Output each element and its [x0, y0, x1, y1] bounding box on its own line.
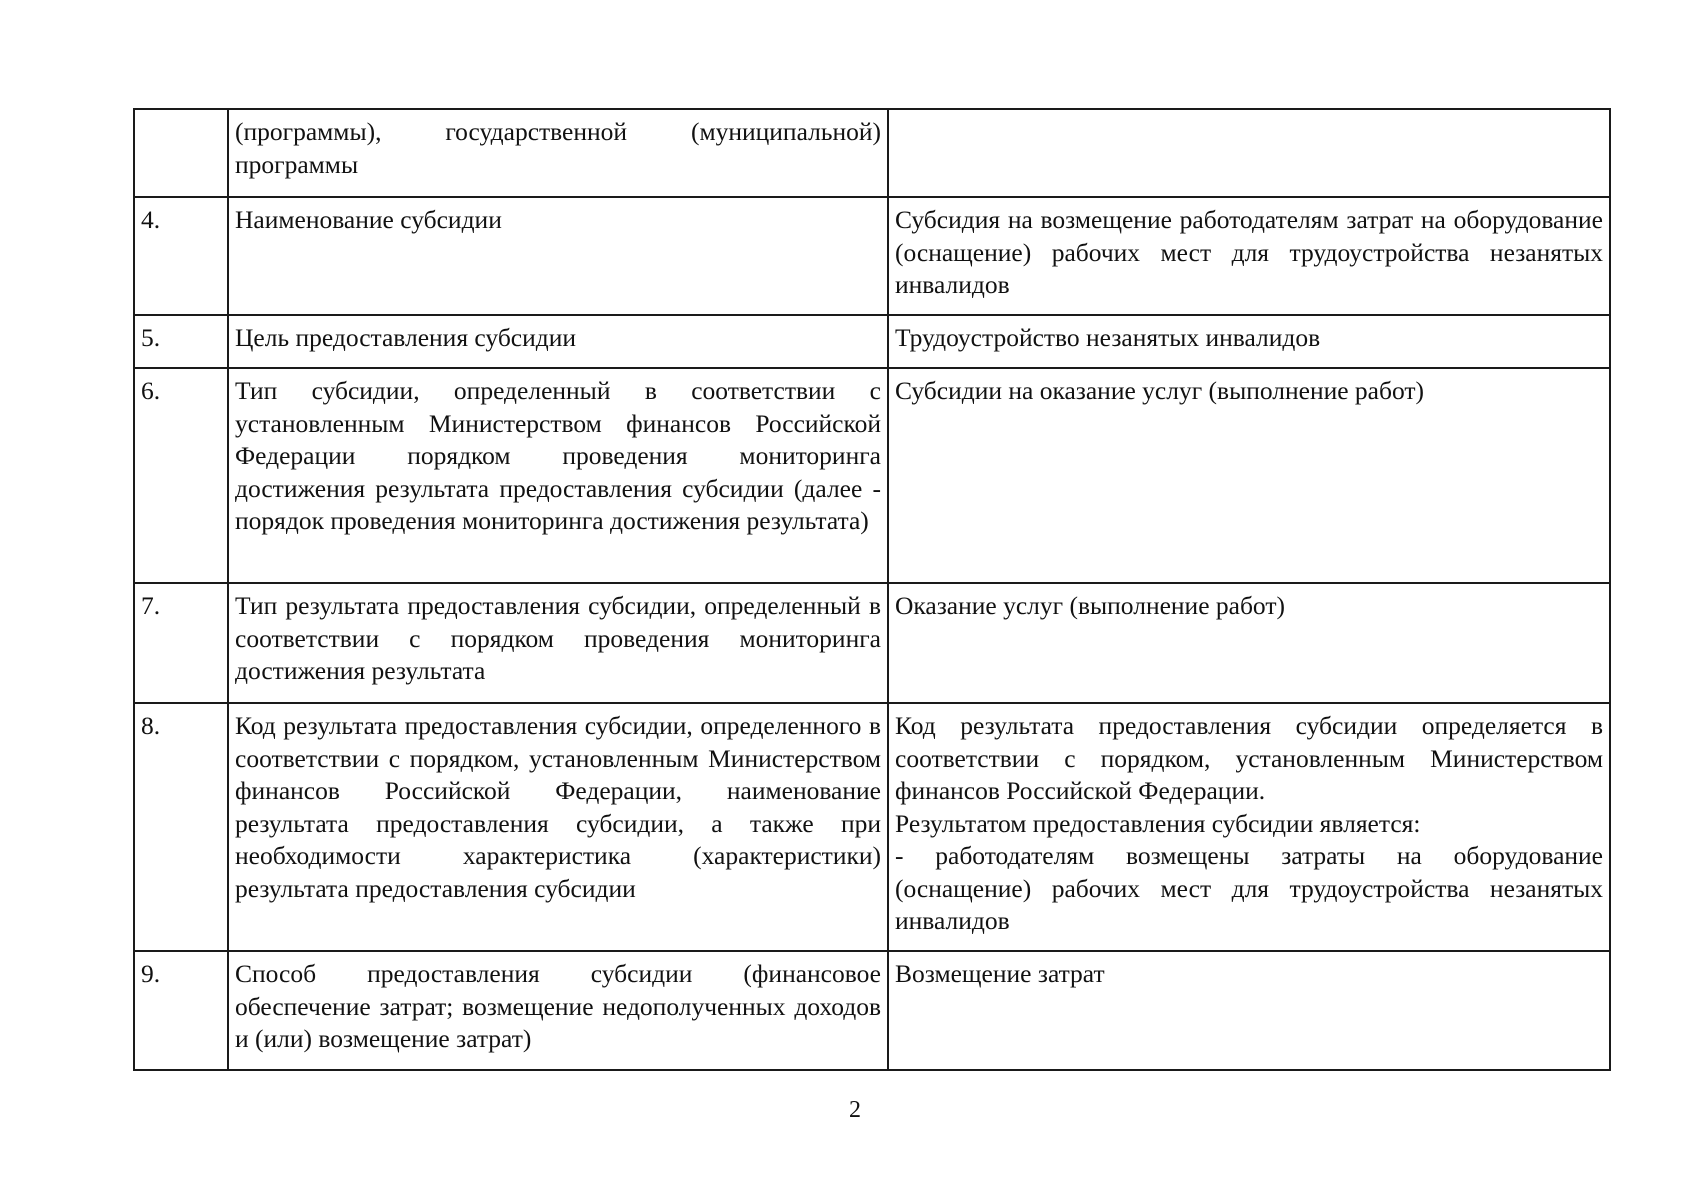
row-parameter-name: (программы), государственной (муниципальной) программы — [228, 109, 888, 197]
value-paragraph: Результатом предоставления субсидии является: — [895, 808, 1421, 838]
row-parameter-value: Субсидии на оказание услуг (выполнение работ) — [888, 368, 1610, 583]
row-parameter-name: Наименование субсидии — [228, 197, 888, 315]
table-row — [134, 109, 1610, 197]
row-number: 8. — [134, 703, 228, 951]
row-parameter-name: Тип субсидии, определенный в соответствии с установленным Министерством финансов Российской Федерации порядком проведения мониторинга достижения результата предоставления субсидии (далее - порядок проведения мониторинга достижения результата) — [228, 368, 888, 583]
row-number: 4. — [134, 197, 228, 315]
row-parameter-value: Трудоустройство незанятых инвалидов — [888, 315, 1610, 368]
row-parameter-name: Способ предоставления субсидии (финансовое обеспечение затрат; возмещение недополученных доходов и (или) возмещение затрат) — [228, 951, 888, 1070]
row-number: 6. — [134, 368, 228, 583]
row-parameter-value: Возмещение затрат — [888, 951, 1610, 1070]
table-row — [134, 583, 1610, 703]
row-number — [134, 109, 228, 197]
row-parameter-name: Цель предоставления субсидии — [228, 315, 888, 368]
table-row — [134, 703, 1610, 951]
page-number: 2 — [849, 1097, 861, 1123]
row-parameter-name: Тип результата предоставления субсидии, определенный в соответствии с порядком проведения мониторинга достижения результата — [228, 583, 888, 703]
row-parameter-value: Оказание услуг (выполнение работ) — [888, 583, 1610, 703]
row-number: 5. — [134, 315, 228, 368]
row-parameter-value — [888, 109, 1610, 197]
value-paragraph: Код результата предоставления субсидии определяется в соответствии с порядком, установленным Министерством финансов Российской Федерации. — [895, 711, 1603, 805]
row-number: 9. — [134, 951, 228, 1070]
row-number: 7. — [134, 583, 228, 703]
row-parameter-value: Субсидия на возмещение работодателям затрат на оборудование (оснащение) рабочих мест для трудоустройства незанятых инвалидов — [888, 197, 1610, 315]
row-parameter-name: Код результата предоставления субсидии, определенного в соответствии с порядком, установленным Министерством финансов Российской Федерации, наименование результата предоставления субсидии, а также при необходимости характеристика (характеристики) результата предоставления субсидии — [228, 703, 888, 951]
table-row — [134, 315, 1610, 368]
subsidy-info-table — [133, 108, 1611, 1071]
table-row — [134, 951, 1610, 1070]
value-paragraph: - работодателям возмещены затраты на оборудование (оснащение) рабочих мест для трудоустройства незанятых инвалидов — [895, 841, 1603, 935]
table-row — [134, 197, 1610, 315]
table-row — [134, 368, 1610, 583]
row-parameter-value — [888, 703, 1610, 951]
